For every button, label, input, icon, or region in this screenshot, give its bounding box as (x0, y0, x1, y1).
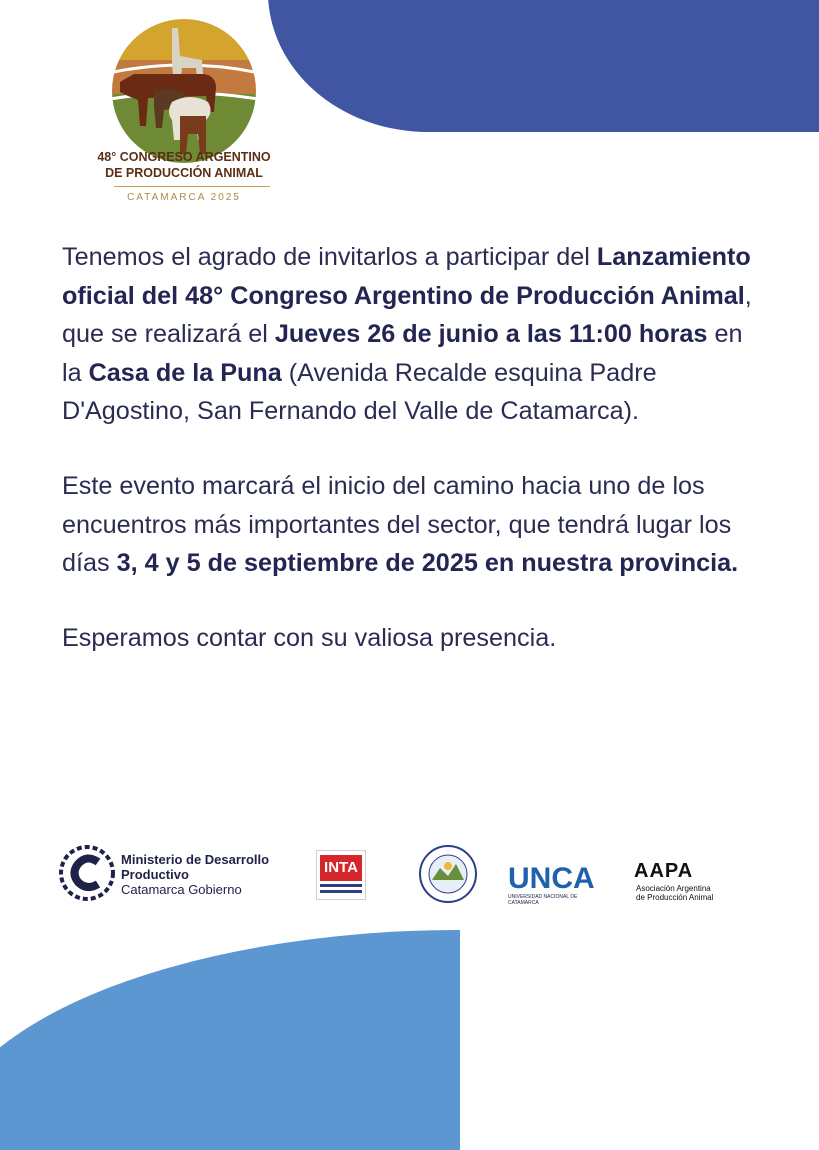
unca-subtitle: UNIVERSIDAD NACIONAL DE CATAMARCA (508, 894, 578, 906)
aapa-logo: AAPA (634, 860, 694, 882)
event-datetime: Jueves 26 de junio a las 11:00 horas (274, 320, 708, 349)
university-seal-icon (418, 844, 478, 904)
invitation-paragraph-1 (62, 238, 762, 431)
text: Ministerio de Desarrollo (121, 852, 270, 867)
logo-title-line2: DE PRODUCCIÓN ANIMAL (105, 166, 263, 180)
unca-logo: UNCA (508, 862, 595, 895)
text: Tenemos el agrado de invitarlos a participar del (62, 243, 597, 271)
text: Este evento marcará el inicio del camino hacia uno de los encuentros más importantes del sector, que tendrá lugar los días (62, 471, 732, 578)
logo-subtitle: CATAMARCA 2025 (127, 192, 241, 203)
inta-logo (316, 850, 366, 900)
text: de Producción Animal (636, 893, 714, 902)
ministerio-name (121, 852, 269, 897)
text: , que se realizará el (62, 281, 752, 349)
event-venue: Casa de la Puna (88, 358, 282, 387)
aapa-subtitle (636, 884, 713, 902)
inta-stripe (320, 884, 362, 887)
invitation-paragraph-3: Esperamos contar con su valiosa presencia. (62, 623, 557, 652)
text: Asociación Argentina (636, 884, 711, 893)
top-decorative-shape (268, 0, 819, 132)
invitation-paragraph-2 (62, 467, 762, 583)
logo-divider (114, 186, 270, 187)
sponsor-logos (0, 838, 819, 910)
text: (Avenida Recalde esquina Padre D'Agostino, San Fernando del Valle de Catamarca). (62, 358, 657, 426)
inta-stripe (320, 890, 362, 893)
text: en la (62, 320, 743, 387)
logo-title-line1: 48° CONGRESO ARGENTINO (97, 150, 271, 164)
congress-dates: 3, 4 y 5 de septiembre de 2025 en nuestra provincia. (116, 549, 739, 578)
event-name: Lanzamiento oficial del 48° Congreso Argentino de Producción Animal (62, 243, 751, 310)
inta-label: INTA (324, 859, 358, 876)
ministerio-logo-icon (58, 844, 116, 902)
bottom-decorative-shape (0, 930, 460, 1150)
text: Productivo (121, 867, 189, 882)
text: Catamarca Gobierno (121, 882, 242, 897)
invitation-body (62, 238, 762, 693)
